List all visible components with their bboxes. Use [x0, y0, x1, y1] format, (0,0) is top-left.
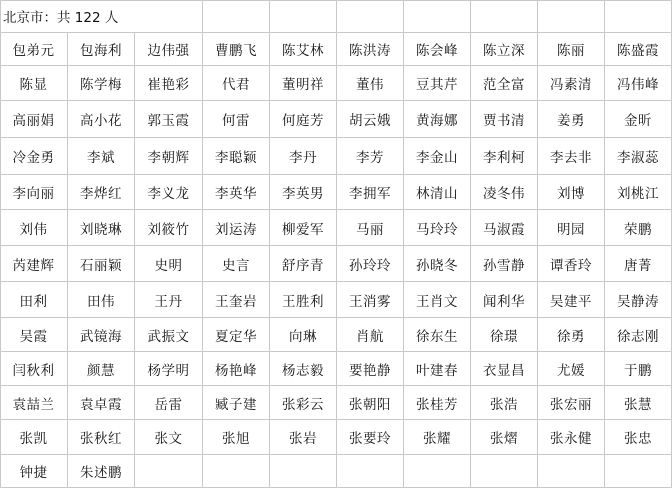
empty-cell [337, 455, 404, 488]
name-cell: 冷金勇 [0, 138, 68, 175]
name-cell: 孙玲玲 [337, 246, 404, 282]
name-cell: 钟捷 [0, 455, 68, 488]
name-cell: 陈盛霞 [605, 33, 672, 66]
name-cell: 李去非 [538, 138, 605, 175]
name-cell: 李拥军 [337, 175, 404, 210]
name-cell: 黄海娜 [404, 101, 471, 138]
name-cell: 于鹏 [605, 352, 672, 386]
name-cell: 陈洪涛 [337, 33, 404, 66]
name-cell: 冯伟峰 [605, 66, 672, 101]
name-cell: 陈学梅 [68, 66, 135, 101]
name-cell: 张要玲 [337, 420, 404, 455]
empty-cell [605, 455, 672, 488]
name-cell: 刘桃江 [605, 175, 672, 210]
name-cell: 夏定华 [203, 318, 270, 352]
name-cell: 王消雾 [337, 282, 404, 318]
empty-cell [203, 455, 270, 488]
name-cell: 叶建春 [404, 352, 471, 386]
name-cell: 代君 [203, 66, 270, 101]
name-cell: 李义龙 [135, 175, 203, 210]
name-cell: 史明 [135, 246, 203, 282]
name-cell: 张浩 [471, 386, 538, 420]
empty-cell [605, 0, 672, 33]
name-cell: 陈艾林 [270, 33, 337, 66]
name-cell: 肖航 [337, 318, 404, 352]
name-cell: 李利柯 [471, 138, 538, 175]
name-cell: 衣显昌 [471, 352, 538, 386]
name-cell: 李英男 [270, 175, 337, 210]
name-cell: 董明祥 [270, 66, 337, 101]
empty-cell [135, 455, 203, 488]
name-cell: 荣鹏 [605, 210, 672, 246]
name-cell: 吴霞 [0, 318, 68, 352]
name-cell: 刘运涛 [203, 210, 270, 246]
name-cell: 舒序青 [270, 246, 337, 282]
name-cell: 高小花 [68, 101, 135, 138]
name-cell: 李聪颖 [203, 138, 270, 175]
name-cell: 芮建辉 [0, 246, 68, 282]
name-cell: 臧子建 [203, 386, 270, 420]
name-cell: 明园 [538, 210, 605, 246]
name-cell: 张永健 [538, 420, 605, 455]
name-cell: 董伟 [337, 66, 404, 101]
name-cell: 冯素清 [538, 66, 605, 101]
empty-cell [538, 455, 605, 488]
name-cell: 岳雷 [135, 386, 203, 420]
name-cell: 孙晓冬 [404, 246, 471, 282]
name-cell: 武振文 [135, 318, 203, 352]
name-cell: 王肖文 [404, 282, 471, 318]
table-title: 北京市：共 122 人 [0, 0, 203, 33]
name-cell: 尤媛 [538, 352, 605, 386]
name-cell: 崔艳彩 [135, 66, 203, 101]
empty-cell [404, 455, 471, 488]
empty-cell [270, 455, 337, 488]
name-cell: 张彩云 [270, 386, 337, 420]
name-cell: 李金山 [404, 138, 471, 175]
name-cell: 李淑蕊 [605, 138, 672, 175]
name-cell: 张朝阳 [337, 386, 404, 420]
name-cell: 徐东生 [404, 318, 471, 352]
name-cell: 张文 [135, 420, 203, 455]
name-cell: 包海利 [68, 33, 135, 66]
name-cell: 王丹 [135, 282, 203, 318]
empty-cell [538, 0, 605, 33]
name-cell: 徐勇 [538, 318, 605, 352]
name-cell: 刘博 [538, 175, 605, 210]
name-cell: 杨艳峰 [203, 352, 270, 386]
name-cell: 刘伟 [0, 210, 68, 246]
name-cell: 朱述鹏 [68, 455, 135, 488]
empty-cell [471, 455, 538, 488]
name-cell: 武镜海 [68, 318, 135, 352]
name-cell: 贾书清 [471, 101, 538, 138]
name-cell: 张熠 [471, 420, 538, 455]
name-cell: 陈会峰 [404, 33, 471, 66]
name-cell: 张慧 [605, 386, 672, 420]
name-cell: 高丽娟 [0, 101, 68, 138]
name-cell: 柳爱军 [270, 210, 337, 246]
name-cell: 袁卓霞 [68, 386, 135, 420]
name-cell: 杨志毅 [270, 352, 337, 386]
empty-cell [404, 0, 471, 33]
name-cell: 史言 [203, 246, 270, 282]
name-cell: 金昕 [605, 101, 672, 138]
name-cell: 张凯 [0, 420, 68, 455]
name-cell: 陈显 [0, 66, 68, 101]
name-cell: 袁喆兰 [0, 386, 68, 420]
name-cell: 要艳静 [337, 352, 404, 386]
name-cell: 李烨红 [68, 175, 135, 210]
name-cell: 凌冬伟 [471, 175, 538, 210]
name-cell: 马玲玲 [404, 210, 471, 246]
name-cell: 张宏丽 [538, 386, 605, 420]
name-cell: 吴建平 [538, 282, 605, 318]
name-cell: 李朝辉 [135, 138, 203, 175]
name-cell: 徐璟 [471, 318, 538, 352]
name-cell: 胡云娥 [337, 101, 404, 138]
name-cell: 何庭芳 [270, 101, 337, 138]
name-cell: 张岩 [270, 420, 337, 455]
name-cell: 马淑霞 [471, 210, 538, 246]
name-cell: 林清山 [404, 175, 471, 210]
name-cell: 陈立深 [471, 33, 538, 66]
name-cell: 张耀 [404, 420, 471, 455]
name-cell: 闻利华 [471, 282, 538, 318]
name-cell: 李英华 [203, 175, 270, 210]
empty-cell [270, 0, 337, 33]
name-cell: 闫秋利 [0, 352, 68, 386]
name-cell: 张桂芳 [404, 386, 471, 420]
name-cell: 豆其芹 [404, 66, 471, 101]
empty-cell [471, 0, 538, 33]
name-cell: 陈丽 [538, 33, 605, 66]
name-cell: 向琳 [270, 318, 337, 352]
name-cell: 李芳 [337, 138, 404, 175]
name-cell: 曹鹏飞 [203, 33, 270, 66]
name-cell: 孙雪静 [471, 246, 538, 282]
name-cell: 吴静涛 [605, 282, 672, 318]
name-cell: 张旭 [203, 420, 270, 455]
name-cell: 边伟强 [135, 33, 203, 66]
name-cell: 谭香玲 [538, 246, 605, 282]
name-cell: 石丽颖 [68, 246, 135, 282]
name-cell: 田利 [0, 282, 68, 318]
name-cell: 包弟元 [0, 33, 68, 66]
name-cell: 李向丽 [0, 175, 68, 210]
name-cell: 王奎岩 [203, 282, 270, 318]
name-cell: 王胜利 [270, 282, 337, 318]
name-cell: 马丽 [337, 210, 404, 246]
name-cell: 唐菁 [605, 246, 672, 282]
name-cell: 颜慧 [68, 352, 135, 386]
name-cell: 李斌 [68, 138, 135, 175]
name-cell: 徐志刚 [605, 318, 672, 352]
name-cell: 姜勇 [538, 101, 605, 138]
name-cell: 范全富 [471, 66, 538, 101]
name-cell: 张忠 [605, 420, 672, 455]
name-cell: 郭玉霞 [135, 101, 203, 138]
name-cell: 刘筱竹 [135, 210, 203, 246]
empty-cell [337, 0, 404, 33]
name-cell: 何雷 [203, 101, 270, 138]
name-cell: 田伟 [68, 282, 135, 318]
name-cell: 李丹 [270, 138, 337, 175]
name-cell: 张秋红 [68, 420, 135, 455]
empty-cell [203, 0, 270, 33]
name-cell: 杨学明 [135, 352, 203, 386]
name-cell: 刘晓琳 [68, 210, 135, 246]
